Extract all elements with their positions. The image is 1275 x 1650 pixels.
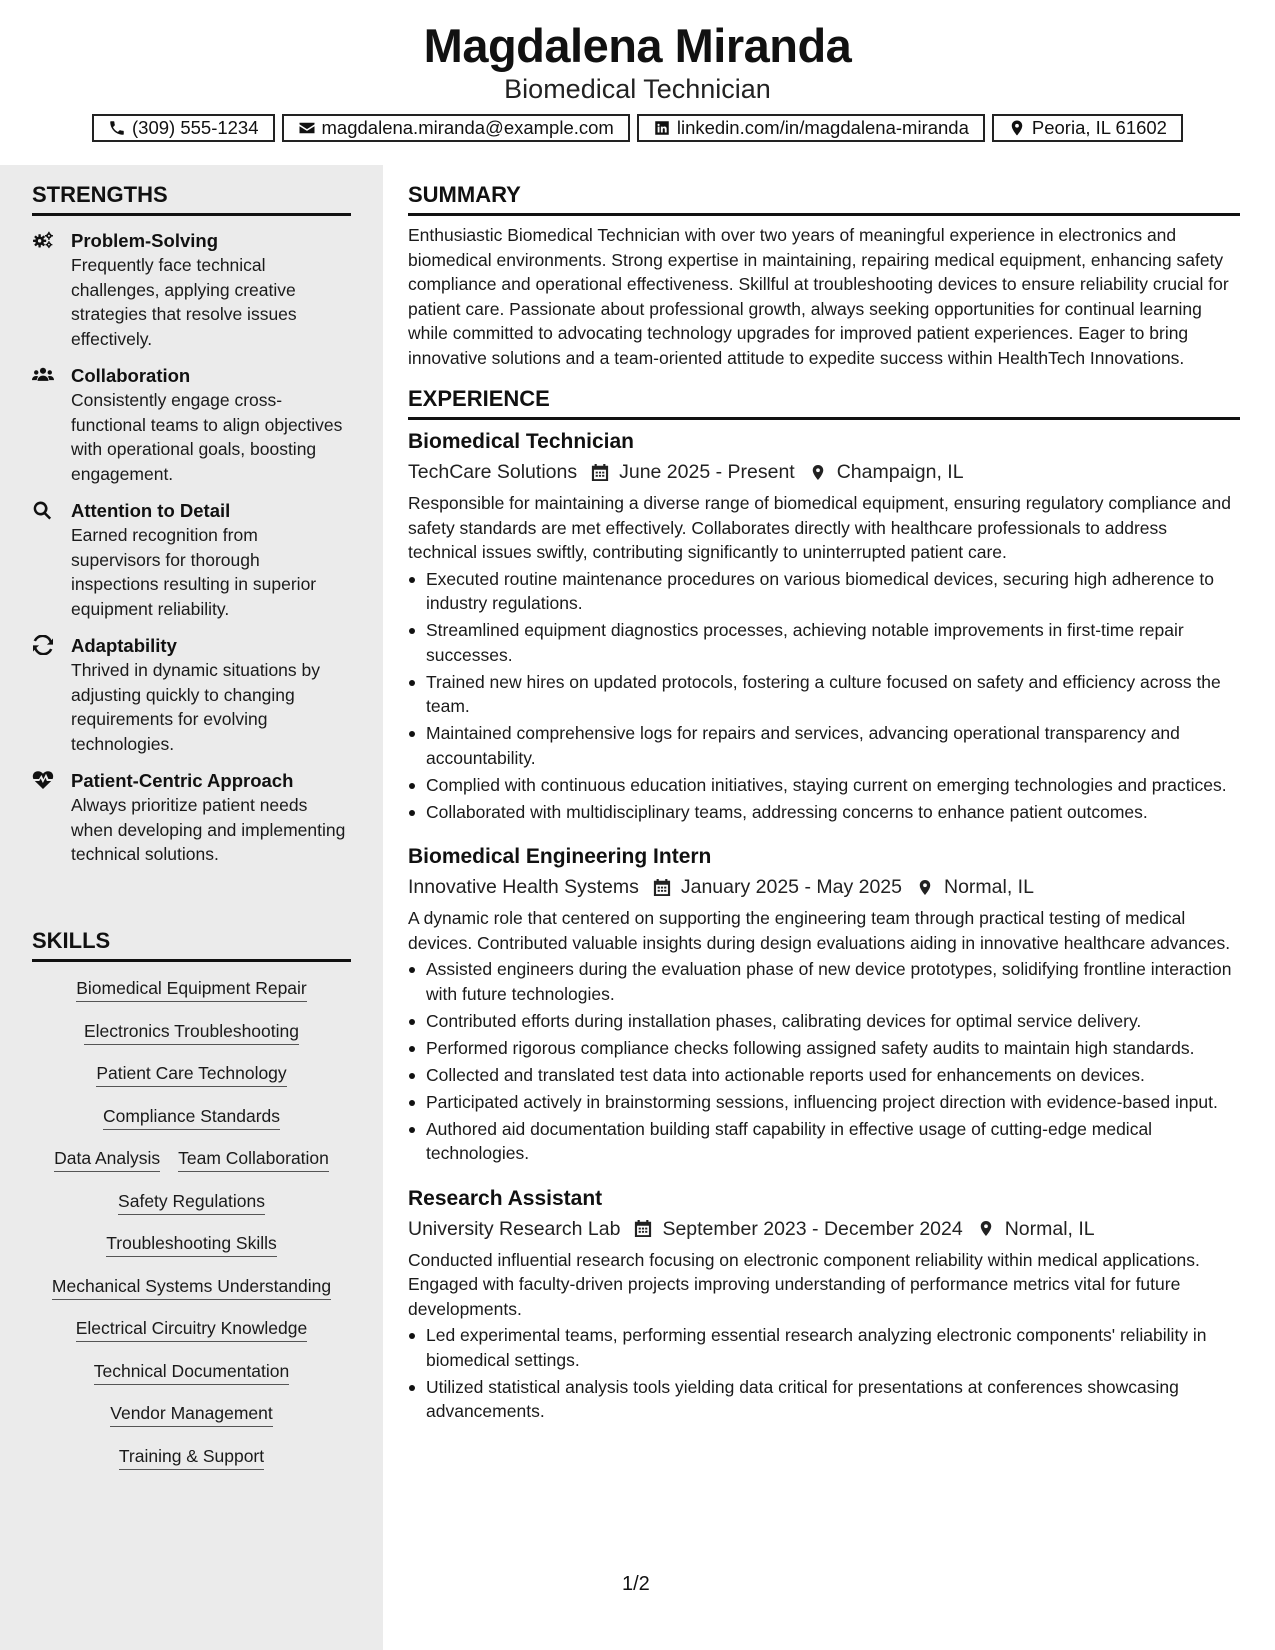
- phone-text: (309) 555-1234: [132, 117, 259, 138]
- job-location: Normal, IL: [944, 876, 1034, 898]
- strength-item: [32, 363, 351, 486]
- job-company: Innovative Health Systems: [408, 876, 639, 898]
- bullet-item: Authored aid documentation building staff capability in effective usage of cutting-edge medical technologies.: [408, 1117, 1240, 1166]
- strength-title: Attention to Detail: [71, 500, 231, 521]
- bullet-item: Assisted engineers during the evaluation phase of new device prototypes, solidifying frontline interaction with future technologies.: [408, 957, 1240, 1006]
- map-marker-icon: [977, 1219, 995, 1238]
- calendar-icon: [591, 463, 609, 482]
- experience-section: [408, 385, 1240, 1424]
- bullet-item: Contributed efforts during installation phases, calibrating devices for optimal service delivery.: [408, 1009, 1240, 1034]
- job-dates: June 2025 - Present: [619, 461, 795, 483]
- summary-section: [408, 181, 1240, 370]
- job-bullets: [408, 567, 1240, 825]
- skills-section: [32, 927, 351, 1486]
- skill-tag: Team Collaboration: [178, 1146, 329, 1172]
- job-title: Biomedical Engineering Intern: [408, 845, 712, 868]
- job-entry: [408, 1184, 1240, 1424]
- map-marker-icon: [1008, 119, 1026, 137]
- contact-email[interactable]: [282, 114, 630, 142]
- strength-title: Collaboration: [71, 365, 191, 386]
- gears-icon: [32, 230, 56, 250]
- map-marker-icon: [916, 878, 934, 897]
- strength-item: [32, 228, 351, 351]
- location-text: Peoria, IL 61602: [1031, 117, 1167, 138]
- bullet-item: Performed rigorous compliance checks following assigned safety audits to maintain high standards.: [408, 1036, 1240, 1061]
- users-icon: [32, 365, 56, 385]
- calendar-icon: [653, 878, 671, 897]
- job-meta: [408, 1213, 1240, 1245]
- strength-title: Patient-Centric Approach: [71, 770, 294, 791]
- strength-item: [32, 768, 351, 867]
- contact-bar: [0, 114, 1275, 142]
- job-bullets: [408, 957, 1240, 1166]
- strength-desc: Earned recognition from supervisors for thorough inspections resulting in superior equipment reliability.: [71, 525, 317, 619]
- linkedin-text: linkedin.com/in/magdalena-miranda: [676, 117, 969, 138]
- contact-linkedin[interactable]: [637, 114, 985, 142]
- strength-desc: Always prioritize patient needs when developing and implementing technical solutions.: [71, 795, 346, 864]
- linkedin-icon: [653, 119, 671, 137]
- bullet-item: Collected and translated test data into actionable reports used for enhancements on devices.: [408, 1063, 1240, 1088]
- strength-item: [32, 498, 351, 621]
- candidate-title: Biomedical Technician: [504, 74, 771, 104]
- summary-text: Enthusiastic Biomedical Technician with over two years of meaningful experience in electronics and biomedical environments. Strong expertise in maintaining, repairing medical equipment, enhancing safety compliance and operational effectiveness. Skillful at troubleshooting devices to ensure reliability crucial for patient care. Passionate about professional growth, always seeking opportunities for continual learning while committed to advocating technology upgrades for improved patient experiences. Eager to bring innovative solutions and a team-oriented attitude to expedite success within HealthTech Innovations.: [408, 225, 1229, 368]
- main-column: [408, 165, 1240, 1426]
- strength-title: Problem-Solving: [71, 230, 218, 251]
- job-location: Normal, IL: [1004, 1217, 1095, 1240]
- strength-item: [32, 633, 351, 756]
- job-entry: [408, 427, 1240, 824]
- job-company: University Research Lab: [408, 1217, 621, 1240]
- skills-list: [32, 976, 351, 1470]
- skill-tag: Data Analysis: [54, 1146, 160, 1172]
- bullet-item: Trained new hires on updated protocols, fostering a culture focused on safety and efficiency across the team.: [408, 670, 1240, 719]
- bullet-item: Collaborated with multidisciplinary teams, addressing concerns to enhance patient outcomes.: [408, 800, 1240, 825]
- contact-location[interactable]: [992, 114, 1183, 142]
- contact-phone[interactable]: [92, 114, 275, 142]
- skill-tag: Troubleshooting Skills: [106, 1231, 277, 1257]
- bullet-item: Maintained comprehensive logs for repairs and services, advancing operational transparency and accountability.: [408, 721, 1240, 770]
- strengths-section: [32, 181, 351, 867]
- skill-tag: Compliance Standards: [103, 1104, 280, 1130]
- search-icon: [32, 500, 56, 520]
- skill-tag: Electrical Circuitry Knowledge: [76, 1316, 307, 1342]
- skill-tag: Training & Support: [119, 1444, 264, 1470]
- bullet-item: Participated actively in brainstorming sessions, influencing project direction with evidence-based input.: [408, 1090, 1240, 1115]
- bullet-item: Led experimental teams, performing essential research analyzing electronic components' reliability in biomedical settings.: [408, 1323, 1240, 1372]
- job-meta: [408, 871, 1240, 903]
- job-description: Responsible for maintaining a diverse range of biomedical equipment, ensuring regulatory compliance and safety standards are met effectively. Collaborates directly with healthcare professionals to address technical issues swiftly, contributing significantly to uninterrupted patient care.: [408, 493, 1231, 562]
- job-dates: September 2023 - December 2024: [662, 1217, 963, 1240]
- skill-tag: Mechanical Systems Understanding: [52, 1274, 331, 1300]
- skills-heading: SKILLS: [32, 927, 351, 962]
- page-number: 1/2: [622, 1573, 650, 1595]
- strength-desc: Frequently face technical challenges, applying creative strategies that resolve issues effectively.: [71, 255, 297, 349]
- bullet-item: Utilized statistical analysis tools yielding data critical for presentations at conferences showcasing advancements.: [408, 1375, 1240, 1424]
- skill-tag: Patient Care Technology: [96, 1061, 286, 1087]
- candidate-name: Magdalena Miranda: [423, 19, 852, 72]
- bullet-item: Executed routine maintenance procedures on various biomedical devices, securing high adherence to industry regulations.: [408, 567, 1240, 616]
- heartbeat-icon: [32, 770, 56, 790]
- sidebar: [0, 165, 383, 1650]
- calendar-icon: [634, 1219, 652, 1238]
- skill-tag: Safety Regulations: [118, 1189, 265, 1215]
- strength-desc: Consistently engage cross-functional teams to align objectives with operational goals, boosting engagement.: [71, 390, 343, 484]
- strength-title: Adaptability: [71, 635, 177, 656]
- bullet-item: Streamlined equipment diagnostics processes, achieving notable improvements in first-time repair successes.: [408, 618, 1240, 667]
- job-title: Research Assistant: [408, 1186, 603, 1210]
- skill-tag: Vendor Management: [110, 1401, 272, 1427]
- job-meta: [408, 456, 1240, 488]
- skill-tag: Technical Documentation: [94, 1359, 290, 1385]
- experience-heading: EXPERIENCE: [408, 385, 1240, 420]
- skill-tag: Electronics Troubleshooting: [84, 1019, 299, 1045]
- job-bullets: [408, 1323, 1240, 1424]
- strength-desc: Thrived in dynamic situations by adjusting quickly to changing requirements for evolving technologies.: [71, 660, 320, 754]
- job-company: TechCare Solutions: [408, 461, 578, 483]
- job-dates: January 2025 - May 2025: [680, 876, 902, 898]
- sync-icon: [32, 635, 56, 655]
- job-title: Biomedical Technician: [408, 430, 635, 453]
- email-text: magdalena.miranda@example.com: [321, 117, 614, 138]
- job-description: Conducted influential research focusing on electronic component reliability within medical applications. Engaged with faculty-driven projects improving understanding of performance metrics vital for future developments.: [408, 1249, 1200, 1319]
- job-description: A dynamic role that centered on supporting the engineering team through practical testing of medical devices. Contributed valuable insights during design evaluations aiding in innovative healthcare advances.: [408, 908, 1231, 953]
- resume-header: [0, 0, 1275, 165]
- map-marker-icon: [809, 463, 827, 482]
- envelope-icon: [298, 119, 316, 137]
- bullet-item: Complied with continuous education initiatives, staying current on emerging technologies and practices.: [408, 773, 1240, 798]
- strengths-heading: STRENGTHS: [32, 181, 351, 216]
- job-location: Champaign, IL: [836, 461, 964, 483]
- skill-tag: Biomedical Equipment Repair: [76, 976, 307, 1002]
- job-entry: [408, 842, 1240, 1166]
- phone-icon: [108, 119, 126, 137]
- summary-heading: SUMMARY: [408, 181, 1240, 216]
